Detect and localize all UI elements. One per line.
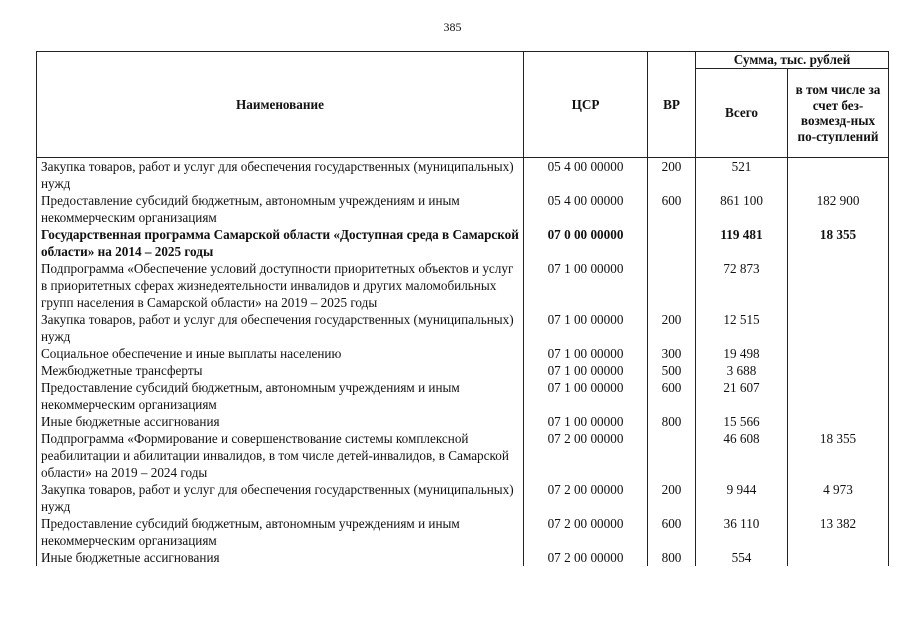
table-row: [37, 379, 889, 413]
cell-grant: [788, 413, 889, 430]
table-row: [37, 226, 889, 260]
cell-total: 19 498: [696, 345, 788, 362]
cell-csr: 07 2 00 00000: [524, 549, 648, 566]
cell-csr: 07 1 00 00000: [524, 311, 648, 345]
table-row: [37, 158, 889, 193]
cell-total: 521: [696, 158, 788, 193]
table-row: [37, 362, 889, 379]
cell-grant: 18 355: [788, 226, 889, 260]
cell-csr: 05 4 00 00000: [524, 158, 648, 193]
header-total: Всего: [696, 69, 788, 158]
cell-name: Государственная программа Самарской области «Доступная среда в Самарской области» на 2014 – 2025 годы: [37, 226, 524, 260]
cell-vr: 200: [648, 481, 696, 515]
budget-table: [36, 51, 889, 566]
cell-csr: 07 0 00 00000: [524, 226, 648, 260]
cell-grant: [788, 549, 889, 566]
cell-name: Подпрограмма «Формирование и совершенствование системы комплексной реабилитации и абилитации инвалидов, в том числе детей-инвалидов, в Самарской области» на 2019 – 2024 годы: [37, 430, 524, 481]
cell-name: Закупка товаров, работ и услуг для обеспечения государственных (муниципальных) нужд: [37, 481, 524, 515]
cell-vr: 800: [648, 413, 696, 430]
cell-total: 554: [696, 549, 788, 566]
table-row: [37, 345, 889, 362]
cell-total: 3 688: [696, 362, 788, 379]
cell-name: Социальное обеспечение и иные выплаты населению: [37, 345, 524, 362]
table-row: [37, 192, 889, 226]
cell-vr: 500: [648, 362, 696, 379]
cell-name: Межбюджетные трансферты: [37, 362, 524, 379]
cell-grant: [788, 362, 889, 379]
cell-grant: 4 973: [788, 481, 889, 515]
cell-grant: [788, 158, 889, 193]
table-row: [37, 260, 889, 311]
cell-grant: [788, 311, 889, 345]
header-name: Наименование: [37, 52, 524, 158]
header-csr: ЦСР: [524, 52, 648, 158]
table-body: [37, 158, 889, 567]
cell-csr: 07 1 00 00000: [524, 379, 648, 413]
cell-total: 15 566: [696, 413, 788, 430]
cell-name: Предоставление субсидий бюджетным, автономным учреждениям и иным некоммерческим организациям: [37, 192, 524, 226]
cell-name: Подпрограмма «Обеспечение условий доступности приоритетных объектов и услуг в приоритетных сферах жизнедеятельности инвалидов и других маломобильных групп населения в Самарской области» на 2019 – 2025 годы: [37, 260, 524, 311]
cell-csr: 05 4 00 00000: [524, 192, 648, 226]
cell-total: 36 110: [696, 515, 788, 549]
cell-vr: 800: [648, 549, 696, 566]
cell-name: Закупка товаров, работ и услуг для обеспечения государственных (муниципальных) нужд: [37, 311, 524, 345]
cell-vr: 200: [648, 311, 696, 345]
cell-csr: 07 1 00 00000: [524, 260, 648, 311]
cell-vr: [648, 226, 696, 260]
cell-vr: [648, 260, 696, 311]
cell-total: 861 100: [696, 192, 788, 226]
cell-name: Иные бюджетные ассигнования: [37, 413, 524, 430]
cell-vr: 600: [648, 192, 696, 226]
cell-total: 21 607: [696, 379, 788, 413]
cell-name: Иные бюджетные ассигнования: [37, 549, 524, 566]
table-row: [37, 430, 889, 481]
header-sum: Сумма, тыс. рублей: [696, 52, 889, 69]
cell-grant: 182 900: [788, 192, 889, 226]
table-row: [37, 413, 889, 430]
table-row: [37, 481, 889, 515]
cell-total: 9 944: [696, 481, 788, 515]
header-grant: в том числе за счет без-возмезд-ных по-ступлений: [788, 69, 889, 158]
cell-csr: 07 2 00 00000: [524, 481, 648, 515]
cell-vr: 200: [648, 158, 696, 193]
cell-total: 72 873: [696, 260, 788, 311]
cell-name: Закупка товаров, работ и услуг для обеспечения государственных (муниципальных) нужд: [37, 158, 524, 193]
cell-total: 12 515: [696, 311, 788, 345]
cell-csr: 07 1 00 00000: [524, 362, 648, 379]
cell-name: Предоставление субсидий бюджетным, автономным учреждениям и иным некоммерческим организациям: [37, 515, 524, 549]
cell-grant: [788, 260, 889, 311]
cell-grant: 13 382: [788, 515, 889, 549]
cell-csr: 07 1 00 00000: [524, 345, 648, 362]
page-number: 385: [443, 20, 462, 34]
cell-total: 119 481: [696, 226, 788, 260]
cell-vr: [648, 430, 696, 481]
cell-grant: [788, 379, 889, 413]
cell-vr: 600: [648, 515, 696, 549]
cell-grant: [788, 345, 889, 362]
cell-csr: 07 2 00 00000: [524, 515, 648, 549]
cell-csr: 07 1 00 00000: [524, 413, 648, 430]
cell-csr: 07 2 00 00000: [524, 430, 648, 481]
cell-grant: 18 355: [788, 430, 889, 481]
table-row: [37, 515, 889, 549]
cell-name: Предоставление субсидий бюджетным, автономным учреждениям и иным некоммерческим организациям: [37, 379, 524, 413]
cell-vr: 600: [648, 379, 696, 413]
cell-total: 46 608: [696, 430, 788, 481]
header-vr: ВР: [648, 52, 696, 158]
table-row: [37, 311, 889, 345]
cell-vr: 300: [648, 345, 696, 362]
table-row: [37, 549, 889, 566]
